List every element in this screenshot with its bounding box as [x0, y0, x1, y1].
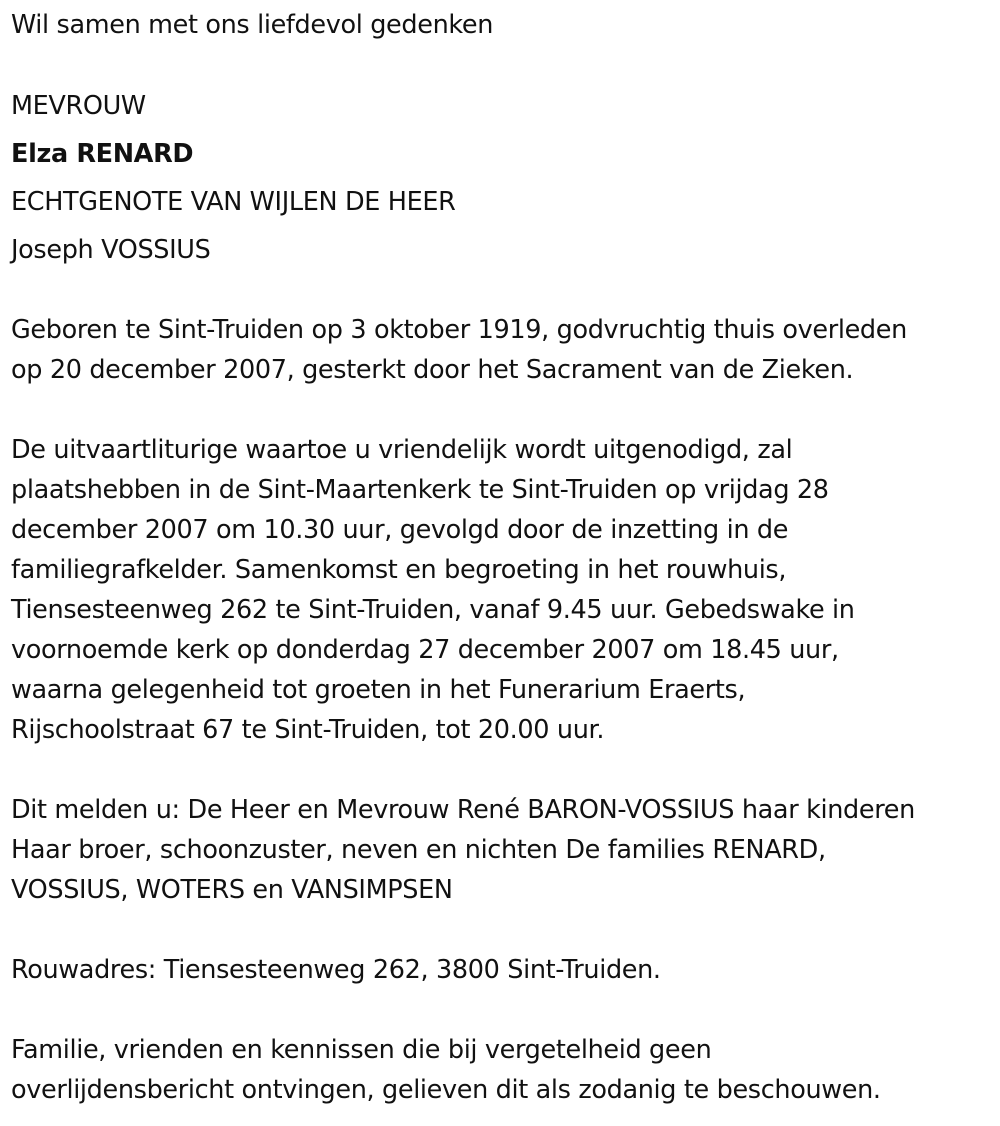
- ceremony-line: Tiensesteenweg 262 te Sint-Truiden, vanaf 9.45 uur. Gebedswake in: [11, 595, 855, 625]
- closing-line: overlijdensbericht ontvingen, gelieven dit als zodanig te beschouwen.: [11, 1075, 881, 1105]
- spouse-name: Joseph VOSSIUS: [11, 235, 211, 265]
- announcers-line: Dit melden u: De Heer en Mevrouw René BARON-VOSSIUS haar kinderen: [11, 795, 915, 825]
- ceremony-line: Rijschoolstraat 67 te Sint-Truiden, tot 20.00 uur.: [11, 715, 605, 745]
- birth-death-line: Geboren te Sint-Truiden op 3 oktober 1919, godvruchtig thuis overleden: [11, 315, 907, 345]
- ceremony-line: familiegrafkelder. Samenkomst en begroeting in het rouwhuis,: [11, 555, 787, 585]
- deceased-name: Elza RENARD: [11, 139, 194, 169]
- ceremony-line: plaatshebben in de Sint-Maartenkerk te Sint-Truiden op vrijdag 28: [11, 475, 829, 505]
- deceased-title: MEVROUW: [11, 91, 146, 121]
- birth-death-line: op 20 december 2007, gesterkt door het Sacrament van de Zieken.: [11, 355, 854, 385]
- ceremony-line: waarna gelegenheid tot groeten in het Funerarium Eraerts,: [11, 675, 746, 705]
- deceased-relation: ECHTGENOTE VAN WIJLEN DE HEER: [11, 187, 456, 217]
- closing-line: Familie, vrienden en kennissen die bij vergetelheid geen: [11, 1035, 712, 1065]
- announcers-line: Haar broer, schoonzuster, neven en nichten De families RENARD,: [11, 835, 826, 865]
- mourning-address: Rouwadres: Tiensesteenweg 262, 3800 Sint-Truiden.: [11, 955, 661, 985]
- ceremony-line: De uitvaartliturige waartoe u vriendelijk wordt uitgenodigd, zal: [11, 435, 793, 465]
- ceremony-line: december 2007 om 10.30 uur, gevolgd door de inzetting in de: [11, 515, 789, 545]
- intro-text: Wil samen met ons liefdevol gedenken: [11, 10, 494, 40]
- announcers-line: VOSSIUS, WOTERS en VANSIMPSEN: [11, 875, 453, 905]
- ceremony-line: voornoemde kerk op donderdag 27 december 2007 om 18.45 uur,: [11, 635, 839, 665]
